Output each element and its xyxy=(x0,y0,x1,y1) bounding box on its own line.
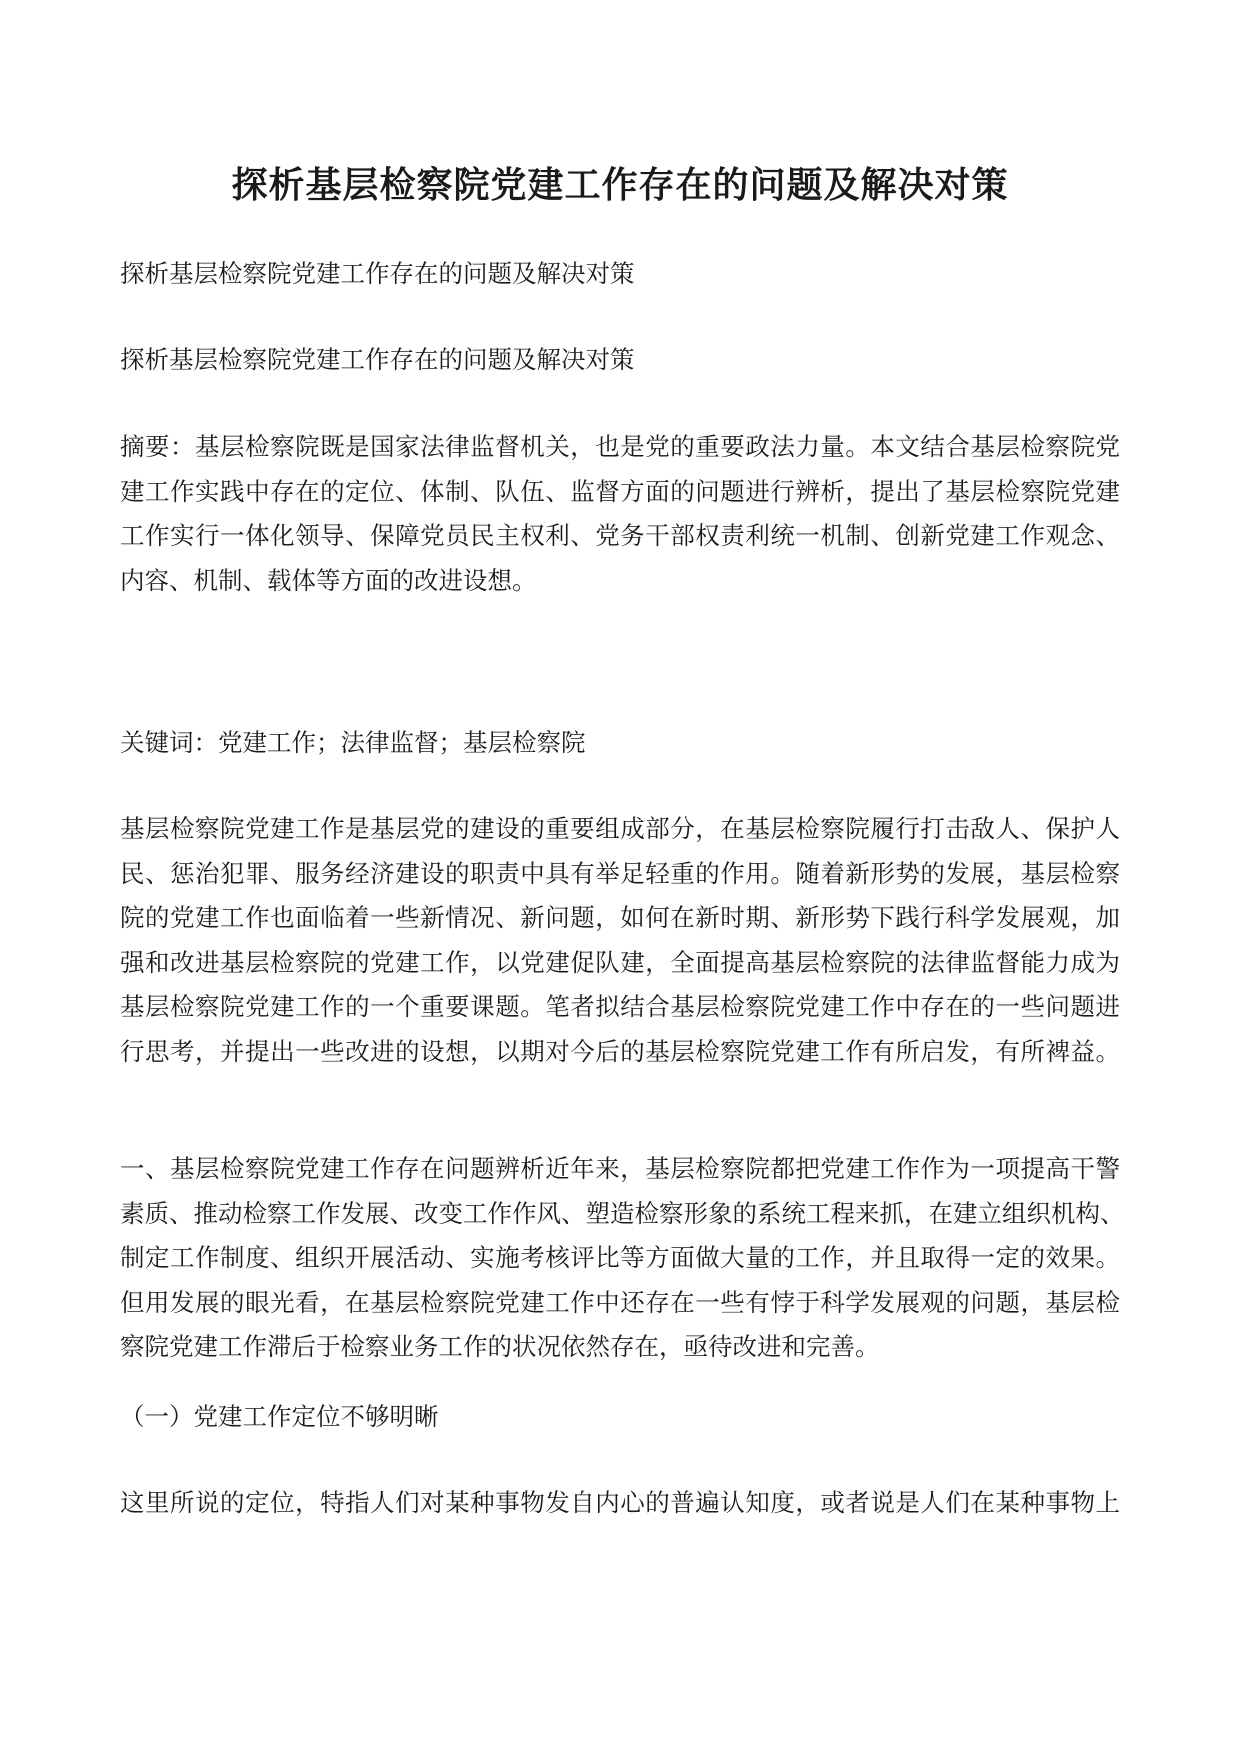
section1-line: 但用发展的眼光看，在基层检察院党建工作中还存在一些有悖于科学发展观的问题，基层检 xyxy=(120,1287,1120,1317)
abstract-line: 建工作实践中存在的定位、体制、队伍、监督方面的问题进行辨析，提出了基层检察院党建 xyxy=(120,476,1120,506)
document-title: 探析基层检察院党建工作存在的问题及解决对策 xyxy=(231,164,1009,206)
intro-line: 行思考，并提出一些改进的设想，以期对今后的基层检察院党建工作有所启发，有所裨益。 xyxy=(120,1036,1120,1066)
keywords-paragraph xyxy=(120,721,1120,766)
subtitle-line-2 xyxy=(120,338,1120,383)
intro-line: 强和改进基层检察院的党建工作，以党建促队建，全面提高基层检察院的法律监督能力成为 xyxy=(120,947,1120,977)
abstract-paragraph xyxy=(120,425,1120,603)
section1-line: 察院党建工作滞后于检察业务工作的状况依然存在，亟待改进和完善。 xyxy=(120,1332,880,1361)
body-line: 这里所说的定位，特指人们对某种事物发自内心的普遍认知度，或者说是人们在某种事物上 xyxy=(120,1488,1120,1517)
section1-paragraph xyxy=(120,1147,1125,1370)
section1-line: 制定工作制度、组织开展活动、实施考核评比等方面做大量的工作，并且取得一定的效果。 xyxy=(120,1243,1120,1272)
subtitle-text: 探析基层检察院党建工作存在的问题及解决对策 xyxy=(120,259,635,288)
subsection-heading-text: （一）党建工作定位不够明晰 xyxy=(120,1402,439,1431)
section1-line: 素质、推动检察工作发展、改变工作作风、塑造检察形象的系统工程来抓，在建立组织机构、 xyxy=(120,1198,1125,1228)
intro-paragraph xyxy=(120,807,1120,1074)
subsection1-heading xyxy=(120,1395,1120,1440)
subtitle-text: 探析基层检察院党建工作存在的问题及解决对策 xyxy=(120,345,635,374)
intro-line: 基层检察院党建工作是基层党的建设的重要组成部分，在基层检察院履行打击敌人、保护人 xyxy=(120,814,1120,843)
body-paragraph xyxy=(120,1481,1120,1526)
keywords-text: 关键词：党建工作；法律监督；基层检察院 xyxy=(120,728,586,757)
intro-line: 基层检察院党建工作的一个重要课题。笔者拟结合基层检察院党建工作中存在的一些问题进 xyxy=(120,992,1120,1021)
section1-line: 一、基层检察院党建工作存在问题辨析近年来，基层检察院都把党建工作作为一项提高干警 xyxy=(120,1154,1120,1183)
subtitle-line-1 xyxy=(120,252,1120,297)
intro-line: 院的党建工作也面临着一些新情况、新问题，如何在新时期、新形势下践行科学发展观，加 xyxy=(120,903,1120,932)
abstract-line: 工作实行一体化领导、保障党员民主权利、党务干部权责利统一机制、创新党建工作观念、 xyxy=(120,521,1120,550)
abstract-line: 摘要：基层检察院既是国家法律监督机关，也是党的重要政法力量。本文结合基层检察院党 xyxy=(120,432,1120,461)
intro-line: 民、惩治犯罪、服务经济建设的职责中具有举足轻重的作用。随着新形势的发展，基层检察 xyxy=(120,858,1120,888)
abstract-line: 内容、机制、载体等方面的改进设想。 xyxy=(120,565,537,595)
